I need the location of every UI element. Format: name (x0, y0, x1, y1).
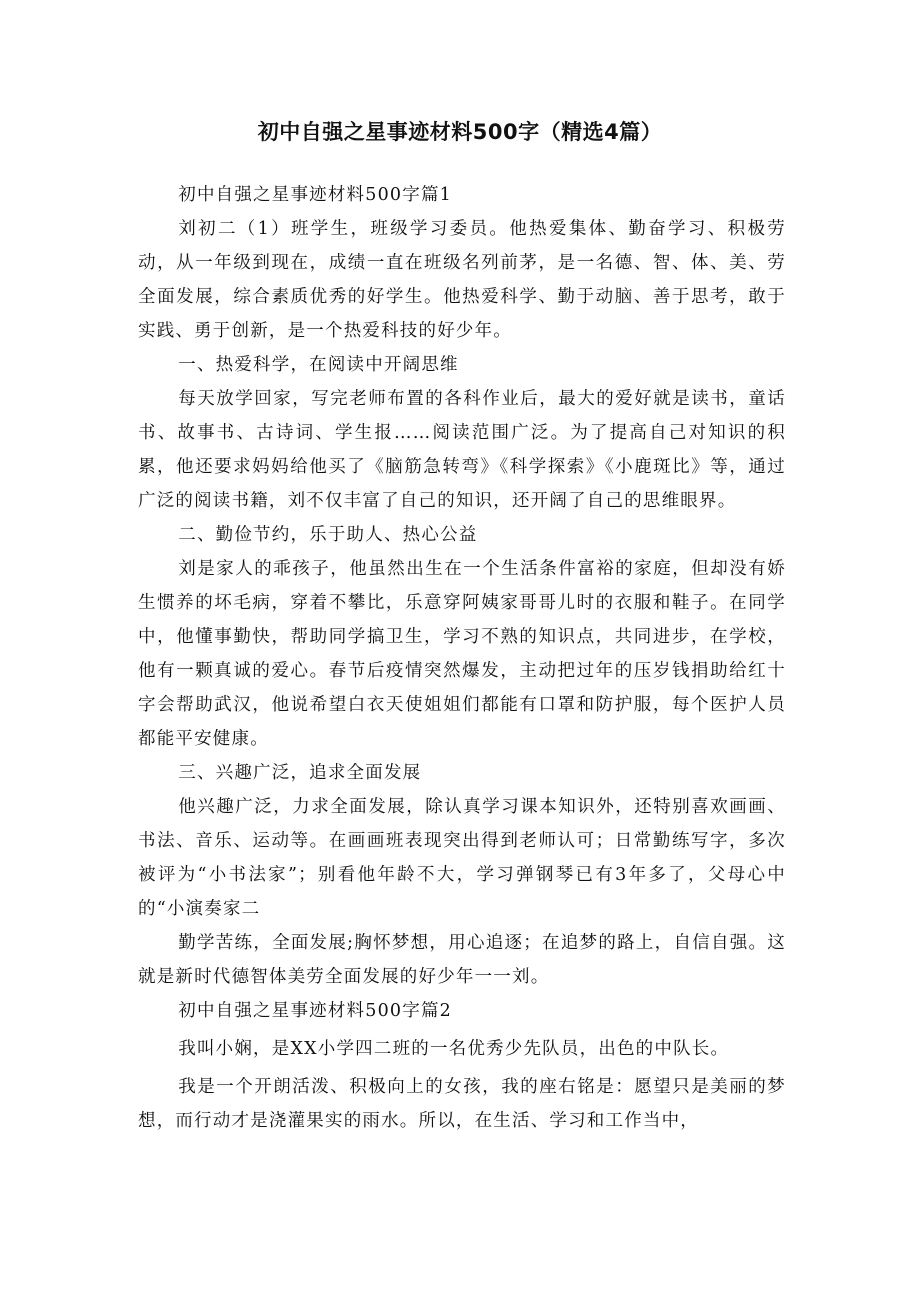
paragraph: 我叫小娴，是XX小学四二班的一名优秀少先队员，出色的中队长。 (178, 1039, 730, 1059)
paragraph: 刘初二（1）班学生，班级学习委员。他热爱集体、勤奋学习、积极劳动，从一年级到现在，成绩一直在班级名列前茅，是一名德、智、体、美、劳全面发展，综合素质优秀的好学生。他热爱科学、勤于动脑、善于思考，敢于实践、勇于创新，是一个热爱科技的好少年。 (138, 219, 786, 341)
subheading: 一、热爱科学，在阅读中开阔思维 (178, 355, 459, 375)
section-heading-2: 初中自强之星事迹材料500字篇2 (178, 1001, 452, 1021)
paragraph: 我是一个开朗活泼、积极向上的女孩，我的座右铭是：愿望只是美丽的梦想，而行动才是浇灌果实的雨水。所以，在生活、学习和工作当中， (138, 1077, 786, 1131)
subheading: 二、勤俭节约，乐于助人、热心公益 (178, 525, 478, 545)
subheading: 三、兴趣广泛，追求全面发展 (178, 763, 422, 783)
document-body (138, 178, 786, 1138)
section-heading-1: 初中自强之星事迹材料500字篇1 (178, 185, 452, 205)
paragraph: 刘是家人的乖孩子，他虽然出生在一个生活条件富裕的家庭，但却没有娇生惯养的坏毛病，穿着不攀比，乐意穿阿姨家哥哥儿时的衣服和鞋子。在同学中，他懂事勤快，帮助同学搞卫生，学习不熟的知识点，共同进步，在学校，他有一颗真诚的爱心。春节后疫情突然爆发，主动把过年的压岁钱捐助给红十字会帮助武汉，他说希望白衣天使姐姐们都能有口罩和防护服，每个医护人员都能平安健康。 (138, 559, 786, 749)
paragraph: 每天放学回家，写完老师布置的各科作业后，最大的爱好就是读书，童话书、故事书、古诗词、学生报……阅读范围广泛。为了提高自己对知识的积累，他还要求妈妈给他买了《脑筋急转弯》《科学探索》《小鹿斑比》等，通过广泛的阅读书籍，刘不仅丰富了自己的知识，还开阔了自己的思维眼界。 (138, 389, 786, 511)
paragraph: 勤学苦练，全面发展;胸怀梦想，用心追逐；在追梦的路上，自信自强。这就是新时代德智体美劳全面发展的好少年一一刘。 (138, 933, 786, 987)
paragraph: 他兴趣广泛，力求全面发展，除认真学习课本知识外，还特别喜欢画画、书法、音乐、运动等。在画画班表现突出得到老师认可；日常勤练写字，多次被评为“小书法家”；别看他年龄不大，学习弹钢琴已有3年多了，父母心中的“小演奏家二 (138, 797, 786, 919)
document-title: 初中自强之星事迹材料500字（精选4篇） (257, 120, 663, 144)
